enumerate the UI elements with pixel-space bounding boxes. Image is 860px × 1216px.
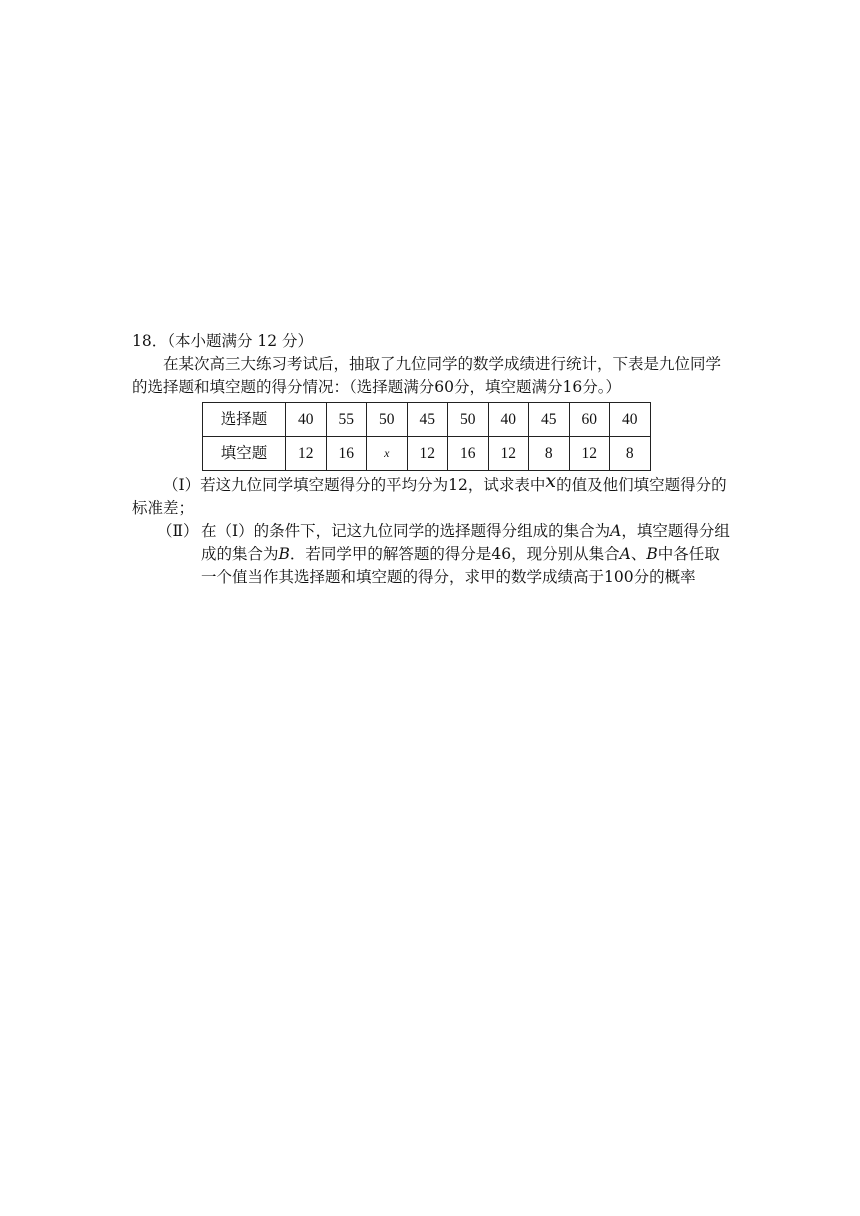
table-cell: 60 [569, 403, 610, 437]
table-cell: 45 [407, 403, 448, 437]
table-cell: 50 [367, 403, 408, 437]
part1-text-c: 的值及他们填空题得分的标准差； [132, 476, 727, 517]
table-cell: 40 [286, 403, 327, 437]
part2-question [132, 520, 732, 589]
table-cell: 40 [610, 403, 651, 437]
part2-threshold: 100 [604, 568, 634, 586]
table-cell: 12 [569, 437, 610, 471]
table-cell: 12 [286, 437, 327, 471]
table-cell: 55 [326, 403, 367, 437]
problem-document [132, 330, 732, 589]
table-row [203, 437, 651, 471]
table-cell: 8 [610, 437, 651, 471]
part2-text-b: ，填空题得分组成的集合为 [201, 522, 730, 563]
part1-text-b: ，试求表中 [467, 476, 546, 494]
part1-variable: x [545, 470, 557, 492]
part1-marker: （Ⅰ） [163, 476, 201, 494]
part2-set-b-ref: B [646, 545, 658, 563]
part2-text-f: 中各任取一个值当作其选择题和填空题的得分，求甲的数学成绩高于 [201, 545, 720, 586]
table-cell: 16 [448, 437, 489, 471]
part1-text-a: 若这九位同学填空题得分的平均分为 [200, 476, 449, 494]
table-cell: x [367, 437, 408, 471]
problem-number: 18． [132, 332, 168, 350]
part2-text-a: 在（Ⅰ）的条件下，记这九位同学的选择题得分组成的集合为 [201, 522, 611, 540]
part2-set-a-ref: A [619, 545, 631, 563]
part2-marker: （Ⅱ） [157, 522, 199, 540]
part1-mean: 12 [448, 476, 468, 494]
table-cell: 40 [488, 403, 529, 437]
problem-intro: 在某次高三大练习考试后，抽取了九位同学的数学成绩进行统计，下表是九位同学的选择题和填空题的得分情况：（选择题满分60分，填空题满分16分。） [132, 355, 722, 396]
table-cell: 12 [488, 437, 529, 471]
table-row [203, 403, 651, 437]
table-cell: 50 [448, 403, 489, 437]
row-header: 选择题 [203, 403, 286, 437]
part2-set-b: B [278, 545, 290, 563]
row-header: 填空题 [203, 437, 286, 471]
score-table [202, 402, 651, 471]
part1-question [132, 470, 732, 520]
part2-text-c: ．若同学甲的解答题的得分是 [289, 545, 492, 563]
part2-text-e: 、 [630, 545, 647, 563]
problem-title [132, 330, 732, 353]
part2-text-d: ，现分别从集合 [511, 545, 620, 563]
part2-set-a: A [610, 522, 622, 540]
table-cell: 12 [407, 437, 448, 471]
table-cell: 16 [326, 437, 367, 471]
part2-score: 46 [491, 545, 512, 563]
points-note: （本小题满分 12 分） [167, 332, 314, 350]
table-cell: 8 [529, 437, 570, 471]
part2-text-g: 分的概率 [633, 568, 696, 586]
table-cell: 45 [529, 403, 570, 437]
